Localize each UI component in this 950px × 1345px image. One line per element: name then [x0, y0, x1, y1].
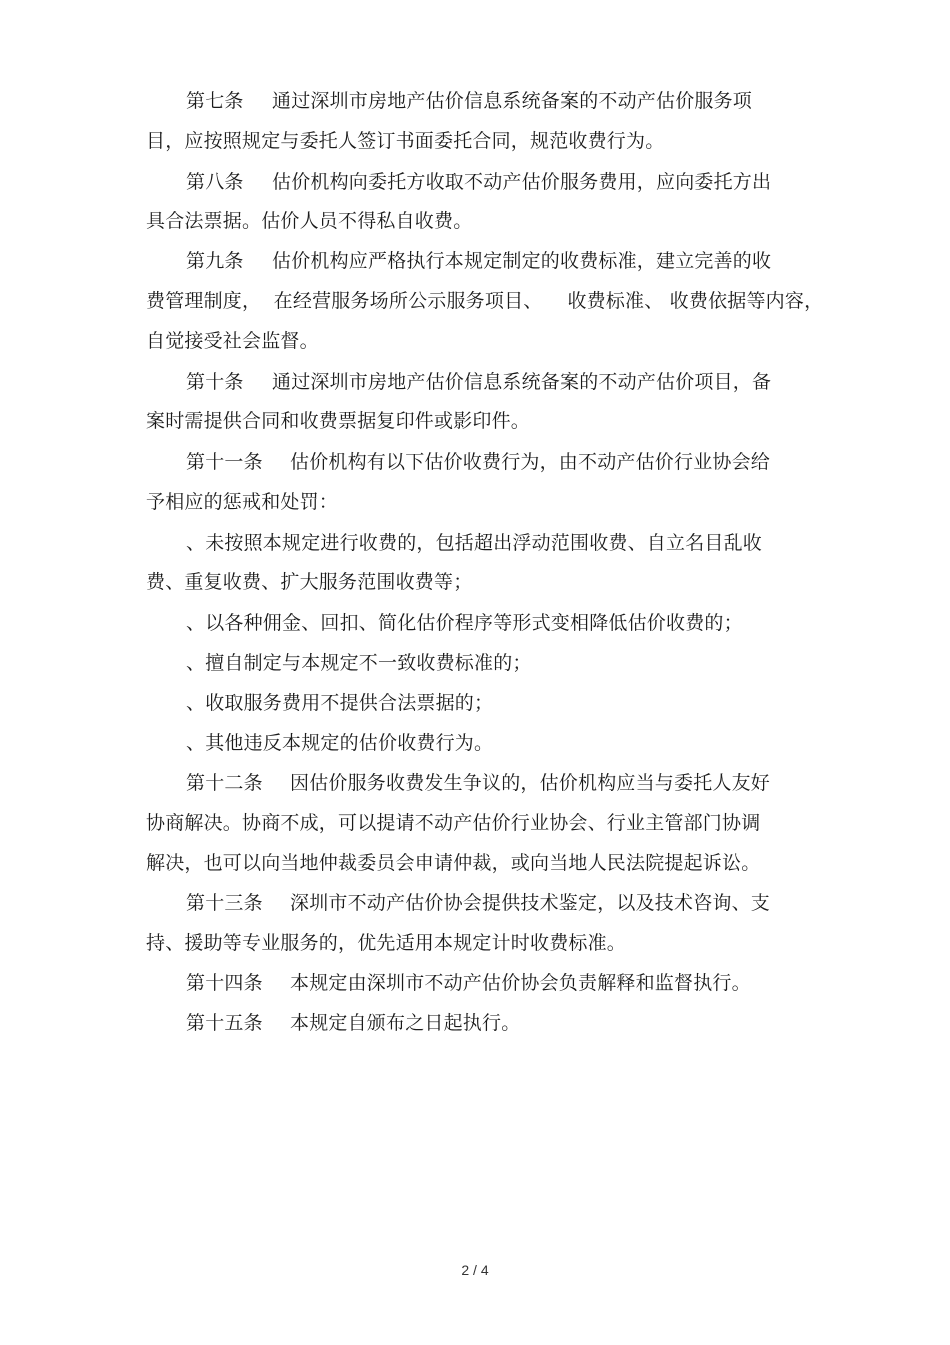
list-item-5: 、其他违反本规定的估价收费行为。	[186, 732, 494, 754]
article-7-label: 第七条	[186, 90, 244, 112]
article-10-line-2: 案时需提供合同和收费票据复印件或影印件。	[146, 410, 531, 432]
article-9-label: 第九条	[186, 250, 244, 272]
article-11-line-2: 予相应的惩戒和处罚：	[146, 491, 339, 513]
list-item-2: 、以各种佣金、回扣、简化估价程序等形式变相降低估价收费的；	[186, 612, 743, 634]
article-10-line-1: 第十条 通过深圳市房地产估价信息系统备案的不动产估价项目，备	[186, 371, 772, 393]
article-13-line-2: 持、援助等专业服务的，优先适用本规定计时收费标准。	[146, 932, 627, 954]
article-8-label: 第八条	[186, 171, 244, 193]
article-7-line-2: 目，应按照规定与委托人签订书面委托合同，规范收费行为。	[146, 130, 665, 152]
article-9-line-1: 第九条 估价机构应严格执行本规定制定的收费标准，建立完善的收	[186, 250, 772, 272]
article-13-label: 第十三条	[186, 892, 263, 914]
article-12-label: 第十二条	[186, 772, 263, 794]
article-9-line-2: 费管理制度， 在经营服务场所公示服务项目、 收费标准、 收费依据等内容，	[146, 290, 824, 312]
article-12-line-3: 解决，也可以向当地仲裁委员会申请仲裁，或向当地人民法院提起诉讼。	[146, 852, 761, 874]
article-12-line-2: 协商解决。协商不成，可以提请不动产估价行业协会、行业主管部门协调	[146, 812, 761, 834]
article-8-line-2: 具合法票据。估价人员不得私自收费。	[146, 210, 473, 232]
article-10-label: 第十条	[186, 371, 244, 393]
article-8-line-1: 第八条 估价机构向委托方收取不动产估价服务费用，应向委托方出	[186, 171, 772, 193]
article-13-line-1: 第十三条 深圳市不动产估价协会提供技术鉴定，以及技术咨询、支	[186, 892, 771, 914]
list-item-4: 、收取服务费用不提供合法票据的；	[186, 692, 494, 714]
article-15-label: 第十五条	[186, 1012, 263, 1034]
article-7-line-1: 第七条 通过深圳市房地产估价信息系统备案的不动产估价服务项	[186, 90, 753, 112]
article-11-line-1: 第十一条 估价机构有以下估价收费行为，由不动产估价行业协会给	[186, 451, 771, 473]
page-number: 2 / 4	[461, 1262, 489, 1278]
list-item-3: 、擅自制定与本规定不一致收费标准的；	[186, 652, 532, 674]
article-11-label: 第十一条	[186, 451, 263, 473]
list-item-1-line-2: 费、重复收费、扩大服务范围收费等；	[146, 571, 473, 593]
article-14-line-1: 第十四条 本规定由深圳市不动产估价协会负责解释和监督执行。	[186, 972, 751, 994]
article-14-label: 第十四条	[186, 972, 263, 994]
article-9-line-3: 自觉接受社会监督。	[146, 330, 319, 352]
article-15-line-1: 第十五条 本规定自颁布之日起执行。	[186, 1012, 521, 1034]
list-item-1-line-1: 、未按照本规定进行收费的，包括超出浮动范围收费、自立名目乱收	[186, 532, 763, 554]
article-12-line-1: 第十二条 因估价服务收费发生争议的，估价机构应当与委托人友好	[186, 772, 771, 794]
